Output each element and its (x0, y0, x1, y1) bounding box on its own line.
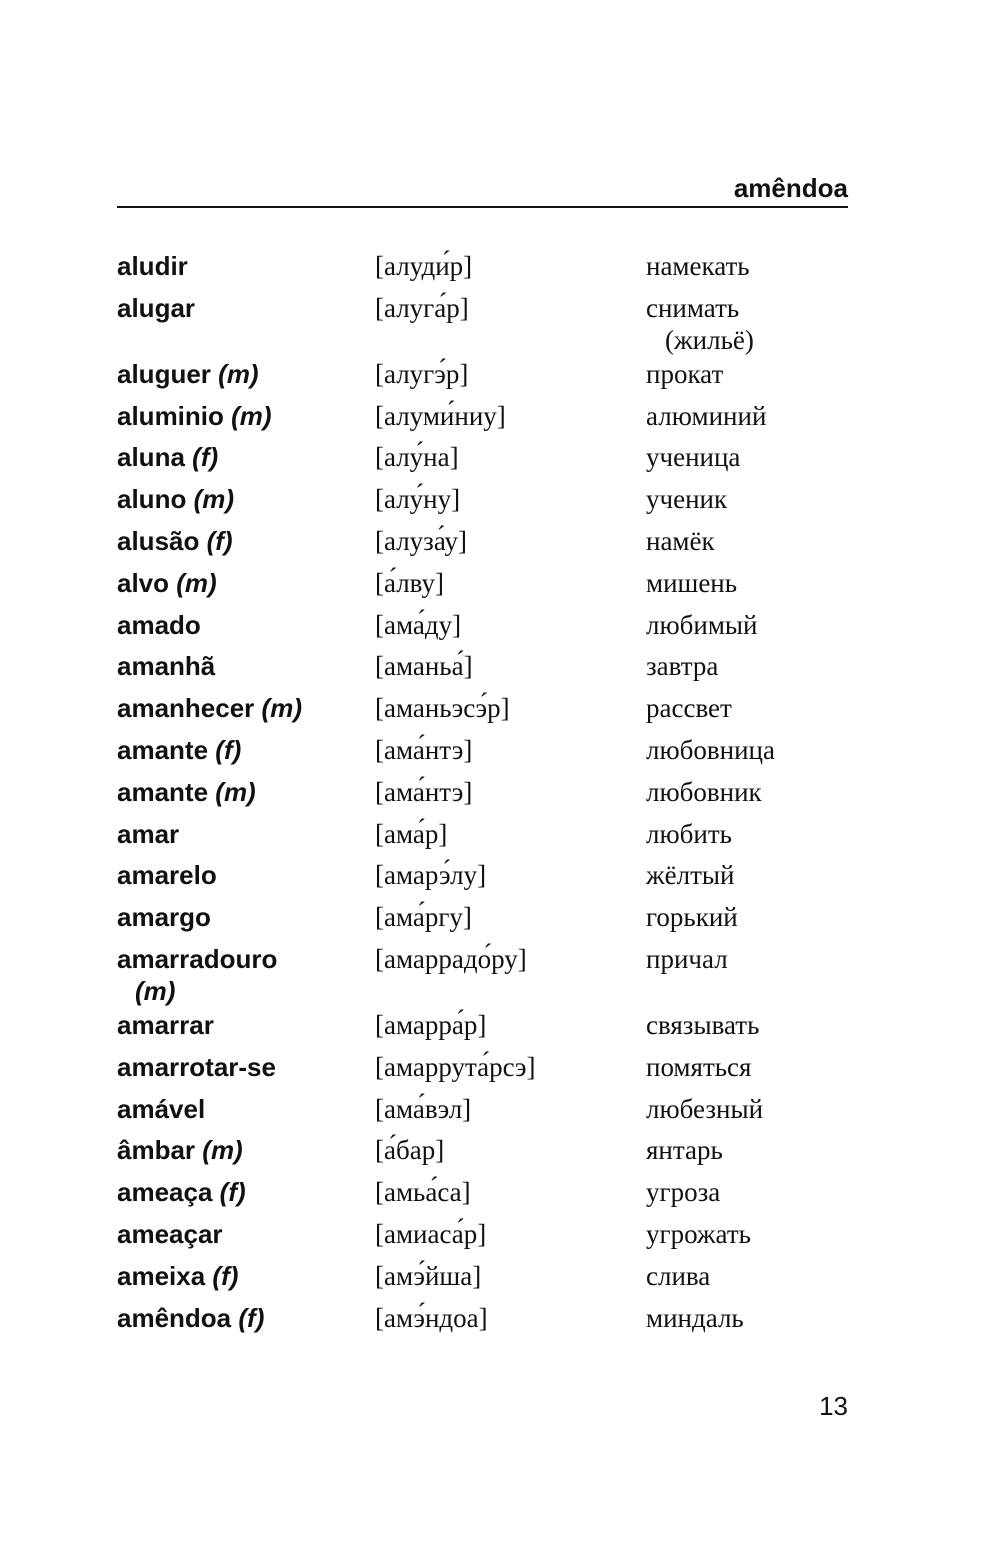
entry-gender-marker: (f) (219, 1177, 246, 1208)
entry-gender-marker: (m) (261, 693, 302, 724)
entry-gender-marker: (f) (206, 525, 233, 556)
entry-headword: alugar (117, 292, 196, 323)
entry-pronunciation: [а́бар] (375, 1135, 445, 1166)
entry-translation-cell (646, 818, 846, 850)
entry-translation: любить (646, 818, 732, 849)
entry-headword: amargo (117, 902, 211, 933)
entry-headword: amarradouro (117, 943, 278, 974)
entry-translation: ученик (646, 484, 728, 515)
entry-headword: amarelo (117, 860, 217, 891)
entry-translation: миндаль (646, 1302, 744, 1333)
entry-gender-marker: (f) (215, 734, 242, 765)
entry-gender-marker: (f) (192, 442, 219, 473)
entry-pronunciation: [амарра́р] (375, 1009, 487, 1040)
entry-translation: горький (646, 902, 738, 933)
dictionary-entry (117, 1302, 848, 1344)
entry-headword: ameixa (117, 1260, 206, 1291)
entry-pronunciation: [амаррадо́ру] (375, 943, 527, 974)
entry-headword: ameaçar (117, 1218, 223, 1249)
entry-pronunciation: [ама́ргу] (375, 902, 472, 933)
entry-translation-cell (646, 525, 846, 557)
entry-headword-cell (117, 358, 357, 390)
entry-headword: âmbar (117, 1135, 196, 1166)
entry-translation-cell (646, 292, 846, 356)
entry-headword: amável (117, 1093, 206, 1124)
entry-translation-cell (646, 358, 846, 390)
entry-translation: снимать (646, 292, 740, 323)
entry-headword-cell (117, 525, 357, 557)
dictionary-entry (117, 692, 848, 734)
entry-translation-cell (646, 400, 846, 432)
entry-translation: связывать (646, 1009, 760, 1040)
dictionary-entry (117, 650, 848, 692)
entry-headword-cell (117, 1260, 357, 1292)
entry-translation: угрожать (646, 1218, 751, 1249)
entry-translation: любовница (646, 734, 775, 765)
entry-headword: amarrotar-se (117, 1051, 276, 1082)
entry-pronunciation: [алугэ́р] (375, 358, 469, 389)
entry-pronunciation: [алуди́р] (375, 251, 473, 281)
entry-translation: угроза (646, 1177, 721, 1208)
entry-gender-marker: (m) (218, 358, 259, 389)
entry-translation: мишень (646, 567, 738, 598)
entry-pronunciation: [алуга́р] (375, 292, 469, 323)
entry-translation-cell (646, 483, 846, 515)
entry-pronunciation: [алуми́ниу] (375, 400, 506, 431)
entry-headword-cell (117, 1218, 357, 1250)
running-header-guide-word: amêndoa (733, 173, 848, 203)
entry-translation: намекать (646, 251, 750, 281)
entry-translation: причал (646, 943, 728, 974)
entry-headword-cell (117, 609, 357, 641)
entry-headword-cell (117, 441, 357, 473)
entry-translation-cell (646, 943, 846, 975)
entry-headword: amado (117, 609, 201, 640)
entry-translation: алюминий (646, 400, 767, 431)
dictionary-entry (117, 818, 848, 860)
entry-headword: alvo (117, 567, 170, 598)
dictionary-entry (117, 441, 848, 483)
entry-headword-cell (117, 734, 357, 766)
entry-translation-cell (646, 901, 846, 933)
entry-translation-cell (646, 1260, 846, 1292)
entry-pronunciation: [ама́нтэ] (375, 776, 473, 807)
entry-headword-cell (117, 776, 357, 808)
entry-translation-cell (646, 1009, 846, 1041)
dictionary-entry (117, 776, 848, 818)
dictionary-entry-list (117, 250, 848, 1343)
entry-gender-marker: (f) (238, 1302, 265, 1333)
entry-headword-cell (117, 1134, 357, 1166)
entry-translation-cell (646, 1051, 846, 1083)
dictionary-entry (117, 525, 848, 567)
entry-translation: помяться (646, 1051, 752, 1082)
entry-headword: aluminio (117, 400, 224, 431)
dictionary-entry (117, 358, 848, 400)
entry-pronunciation: [алуза́у] (375, 525, 467, 556)
entry-translation: прокат (646, 358, 724, 389)
entry-pronunciation: [амаррута́рсэ] (375, 1051, 536, 1082)
entry-headword: aludir (117, 251, 188, 281)
entry-headword: amarrar (117, 1009, 214, 1040)
entry-translation: завтра (646, 651, 719, 682)
entry-headword-cell (117, 292, 357, 324)
dictionary-entry (117, 1260, 848, 1302)
entry-headword: alusão (117, 525, 200, 556)
page-number: 13 (819, 1391, 848, 1421)
entry-translation: янтарь (646, 1135, 723, 1166)
entry-pronunciation: [амэ́йша] (375, 1260, 482, 1291)
entry-pronunciation: [аманьа́] (375, 651, 473, 682)
entry-gender-marker: (f) (212, 1260, 239, 1291)
entry-headword: amanhecer (117, 693, 255, 724)
entry-headword: ameaça (117, 1177, 213, 1208)
entry-headword-cell (117, 1302, 357, 1334)
entry-translation-cell (646, 1218, 846, 1250)
entry-headword-cell (117, 567, 357, 599)
dictionary-entry (117, 1051, 848, 1093)
entry-translation-cell (646, 776, 846, 808)
entry-headword: amante (117, 734, 209, 765)
dictionary-entry (117, 1176, 848, 1218)
entry-translation: любовник (646, 776, 762, 807)
entry-gender-marker: (m) (135, 975, 176, 1006)
dictionary-entry (117, 734, 848, 776)
entry-translation: жёлтый (646, 860, 735, 891)
entry-headword-cell (117, 943, 357, 1007)
dictionary-entry (117, 609, 848, 651)
entry-translation-cell (646, 734, 846, 766)
entry-pronunciation: [ама́р] (375, 818, 448, 849)
entry-gender-marker: (m) (202, 1135, 243, 1166)
entry-headword-cell (117, 1051, 357, 1083)
entry-translation-cell (646, 692, 846, 724)
entry-translation-cell (646, 650, 846, 682)
entry-headword: aluna (117, 442, 185, 473)
dictionary-entry (117, 400, 848, 442)
entry-pronunciation: [ама́нтэ] (375, 734, 473, 765)
dictionary-entry (117, 1009, 848, 1051)
entry-translation: рассвет (646, 693, 732, 724)
dictionary-entry (117, 1134, 848, 1176)
entry-translation-cell (646, 441, 846, 473)
dictionary-entry (117, 292, 848, 358)
entry-translation: слива (646, 1260, 711, 1291)
entry-headword: amar (117, 818, 180, 849)
entry-translation-cell (646, 1176, 846, 1208)
entry-pronunciation: [а́лву] (375, 567, 445, 598)
entry-translation-cell (646, 567, 846, 599)
entry-headword-cell (117, 400, 357, 432)
dictionary-entry (117, 483, 848, 525)
entry-translation-cell (646, 250, 846, 282)
entry-pronunciation: [амэ́ндоа] (375, 1302, 488, 1333)
entry-translation-cell (646, 609, 846, 641)
entry-translation-cell (646, 1302, 846, 1334)
entry-headword-cell (117, 650, 357, 682)
entry-headword-cell (117, 692, 357, 724)
entry-headword: amante (117, 776, 209, 807)
entry-translation: ученица (646, 442, 741, 473)
dictionary-entry (117, 901, 848, 943)
entry-pronunciation: [ама́вэл] (375, 1093, 472, 1124)
entry-pronunciation: [ама́ду] (375, 609, 462, 640)
entry-headword: amanhã (117, 651, 216, 682)
entry-pronunciation: [амьа́са] (375, 1177, 471, 1208)
entry-headword-cell (117, 1009, 357, 1041)
entry-gender-marker: (m) (193, 484, 235, 515)
entry-headword: aluguer (117, 358, 211, 389)
entry-translation-cell (646, 1093, 846, 1125)
entry-pronunciation: [алу́на] (375, 442, 459, 473)
entry-pronunciation: [амиаса́р] (375, 1218, 487, 1249)
dictionary-entry (117, 250, 848, 292)
entry-translation: намёк (646, 525, 715, 556)
entry-translation: любезный (646, 1093, 764, 1124)
entry-pronunciation: [аманьэсэ́р] (375, 693, 510, 724)
entry-gender-marker: (m) (176, 567, 217, 598)
entry-gender-marker: (m) (215, 776, 256, 807)
entry-translation-cell (646, 1134, 846, 1166)
entry-headword-cell (117, 1176, 357, 1208)
entry-pronunciation: [амарэ́лу] (375, 860, 487, 891)
entry-headword: aluno (117, 484, 187, 515)
entry-translation: любимый (646, 609, 758, 640)
entry-translation-continuation: (жильё) (665, 324, 754, 355)
dictionary-entry (117, 1093, 848, 1135)
header-divider (117, 206, 848, 208)
entry-headword-cell (117, 818, 357, 850)
dictionary-entry (117, 943, 848, 1009)
entry-headword-cell (117, 1093, 357, 1125)
dictionary-entry (117, 1218, 848, 1260)
entry-translation-cell (646, 859, 846, 891)
entry-gender-marker: (m) (231, 400, 272, 431)
entry-headword-cell (117, 483, 357, 515)
entry-headword-cell (117, 250, 357, 282)
dictionary-entry (117, 859, 848, 901)
entry-pronunciation: [алу́ну] (375, 484, 461, 515)
entry-headword: amêndoa (117, 1302, 232, 1333)
entry-headword-cell (117, 901, 357, 933)
dictionary-entry (117, 567, 848, 609)
entry-headword-cell (117, 859, 357, 891)
